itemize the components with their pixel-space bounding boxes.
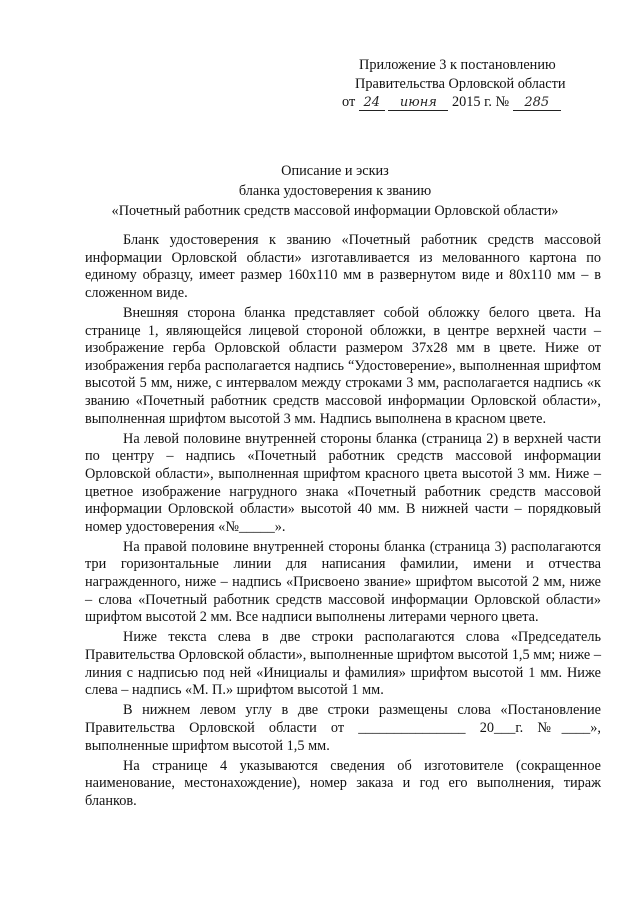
- handwritten-month: июня: [388, 96, 448, 111]
- appendix-header: [342, 56, 602, 112]
- appendix-date-line: [342, 93, 602, 112]
- date-prefix: от: [342, 94, 356, 110]
- paragraph-4: На правой половине внутренней стороны бланка (страница 3) располагаются три горизонтальные линии для написания фамилии, имени и отчества награжденного, ниже – надпись «Присвоено звание» шрифтом высотой 2 мм, ниже – слова «Почетный работник средств массовой информации Орловской области» шрифтом высотой 2 мм. Все надписи выполнены литерами черного цвета.: [85, 538, 601, 626]
- document-title: [70, 161, 600, 221]
- title-line-2: бланка удостоверения к званию: [238, 183, 432, 199]
- paragraph-1: Бланк удостоверения к званию «Почетный работник средств массовой информации Орловской области» изготавливается из мелованного картона по единому образцу, имеет размер 160х110 мм в развернутом виде и 80х110 мм – в сложенном виде.: [85, 232, 601, 301]
- paragraph-3: На левой половине внутренней стороны бланка (страница 2) в верхней части по центру – надпись «Почетный работник средств массовой информации Орловской области», выполненная шрифтом красного цвета высотой 3 мм. Ниже – цветное изображение нагрудного знака «Почетный работник средств массовой информации Орловской области» высотой 40 мм. В нижней части – порядковый номер удостоверения «№_____».: [85, 430, 601, 535]
- handwritten-number: 285: [513, 96, 561, 111]
- document-body: [85, 232, 601, 813]
- handwritten-day: 24: [359, 96, 385, 111]
- paragraph-5: Ниже текста слева в две строки располагаются слова «Председатель Правительства Орловской области», выполненные шрифтом высотой 1,5 мм; ниже – линия с надписью под ней «Инициалы и фамилия» шрифтом высотой 1 мм. Ниже слева – надпись «М. П.» шрифтом высотой 1 мм.: [85, 629, 601, 699]
- appendix-line-2: Правительства Орловской области: [355, 75, 566, 92]
- title-line-3: «Почетный работник средств массовой информации Орловской области»: [111, 203, 559, 219]
- paragraph-2: Внешняя сторона бланка представляет собой обложку белого цвета. На странице 1, являющейся лицевой стороной обложки, в центре верхней части – изображение герба Орловской области размером 37х28 мм в цвете. Ниже от изображения герба располагается надпись “Удостоверение», выполненная шрифтом высотой 5 мм, ниже, с интервалом между строками 3 мм, располагается надпись «к званию «Почетный работник средств массовой информации Орловской области», выполненная шрифтом высотой 3 мм. Надпись выполнена в красном цвете.: [85, 304, 601, 427]
- year-and-number-label: 2015 г. №: [451, 94, 510, 110]
- title-line-1: Описание и эскиз: [281, 163, 389, 179]
- appendix-line-1: Приложение 3 к постановлению: [359, 57, 556, 73]
- paragraph-6: В нижнем левом углу в две строки размещены слова «Постановление Правительства Орловской области от _______________ 20___г. №____», выполненные шрифтом высотой 1,5 мм.: [85, 702, 601, 754]
- paragraph-7: На странице 4 указываются сведения об изготовителе (сокращенное наименование, местонахождение), номер заказа и год его выполнения, тираж бланков.: [85, 757, 601, 809]
